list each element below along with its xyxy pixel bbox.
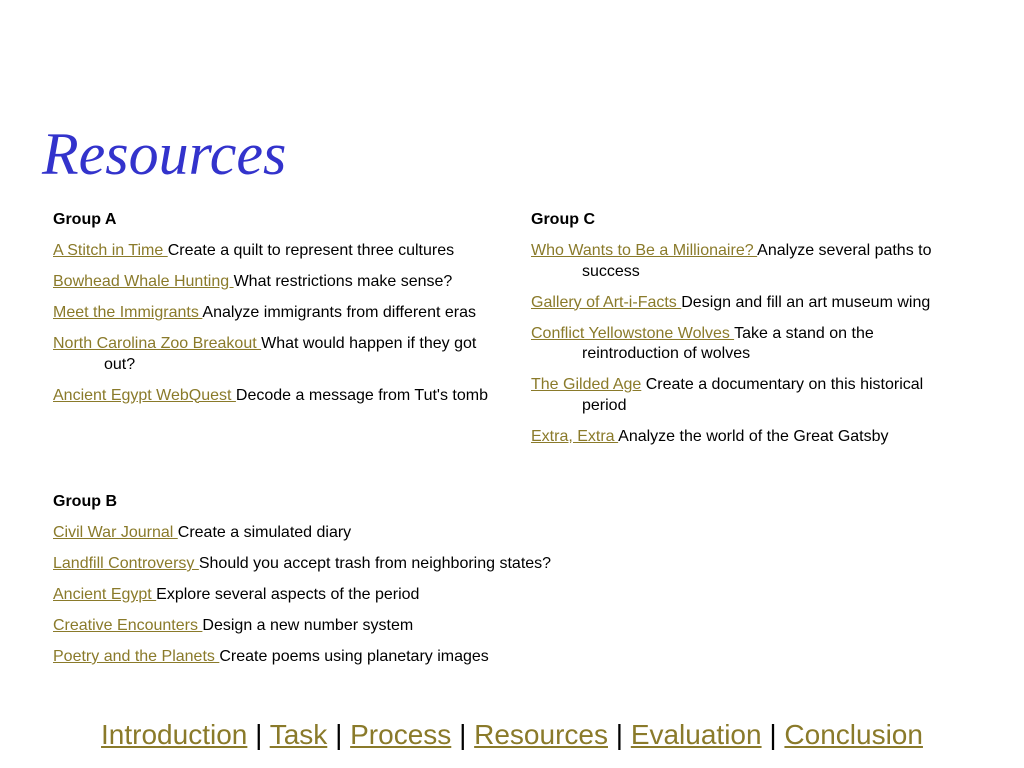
resource-link-meet-the-immigrants[interactable]: Meet the Immigrants (53, 304, 203, 321)
resource-entry (531, 427, 971, 448)
resource-link-ancient-egypt[interactable]: Ancient Egypt (53, 586, 157, 603)
resource-entry (53, 585, 653, 606)
group-a-section (53, 210, 493, 417)
resource-entry (53, 554, 653, 575)
group-c-section (531, 210, 971, 458)
resource-link-civil-war-journal[interactable]: Civil War Journal (53, 524, 178, 541)
resource-link-extra-extra[interactable]: Extra, Extra (531, 427, 619, 445)
resource-description: Create a documentary on this historical period (582, 376, 924, 414)
group-b-section (53, 492, 653, 678)
resource-entry (53, 647, 653, 668)
resource-description: What restrictions make sense? (233, 273, 453, 290)
resource-entry (53, 523, 653, 544)
resource-description: Analyze immigrants from different eras (202, 304, 476, 321)
resource-description: Analyze several paths to success (582, 242, 932, 280)
nav-link-process[interactable]: Process (350, 719, 452, 750)
resource-entry (531, 324, 971, 365)
resource-link-a-stitch-in-time[interactable]: A Stitch in Time (53, 242, 168, 259)
resource-description: Explore several aspects of the period (156, 586, 420, 603)
resource-entry (531, 293, 971, 314)
resource-entry (53, 334, 493, 375)
nav-separator: | (615, 719, 624, 750)
resource-link-gallery-of-art-i-facts[interactable]: Gallery of Art-i-Facts (531, 293, 682, 311)
resource-link-who-wants-to-be-a-millionaire[interactable]: Who Wants to Be a Millionaire? (531, 242, 758, 259)
resource-link-the-gilded-age[interactable]: The Gilded Age (531, 376, 642, 393)
group-heading: Group A (53, 211, 117, 228)
resource-link-creative-encounters[interactable]: Creative Encounters (53, 617, 203, 634)
nav-link-introduction[interactable]: Introduction (101, 719, 248, 750)
bottom-navigation (0, 716, 1024, 754)
resource-description: Create a simulated diary (177, 524, 352, 541)
resource-link-north-carolina-zoo-breakout[interactable]: North Carolina Zoo Breakout (53, 335, 262, 352)
resource-description: Take a stand on the reintroduction of wolves (582, 324, 874, 362)
resource-entry (53, 303, 493, 324)
nav-separator: | (335, 719, 343, 750)
group-heading: Group C (531, 211, 595, 228)
resource-description: Should you accept trash from neighboring states? (198, 555, 552, 572)
group-heading: Group B (53, 493, 117, 510)
resource-link-bowhead-whale-hunting[interactable]: Bowhead Whale Hunting (53, 273, 234, 290)
resource-link-conflict-yellowstone-wolves[interactable]: Conflict Yellowstone Wolves (531, 324, 735, 342)
resource-entry (53, 241, 493, 262)
resource-entry (53, 272, 493, 293)
resource-entry (531, 375, 971, 416)
nav-link-resources[interactable]: Resources (474, 719, 608, 750)
resource-description: Design and fill an art museum wing (681, 293, 931, 311)
resource-description: Decode a message from Tut's tomb (235, 386, 488, 404)
resource-description: Create poems using planetary images (219, 648, 489, 665)
resource-entry (53, 616, 653, 637)
resource-link-landfill-controversy[interactable]: Landfill Controversy (53, 555, 199, 572)
resource-entry (53, 386, 493, 407)
nav-separator: | (459, 719, 467, 750)
page-title: Resources (42, 121, 287, 187)
nav-link-task[interactable]: Task (269, 719, 328, 750)
resource-description: Create a quilt to represent three cultures (167, 242, 455, 259)
resource-link-poetry-and-the-planets[interactable]: Poetry and the Planets (53, 648, 220, 665)
nav-link-conclusion[interactable]: Conclusion (784, 719, 923, 750)
nav-separator: | (255, 719, 263, 750)
resource-description: What would happen if they got out? (104, 335, 477, 373)
resource-entry (531, 241, 971, 282)
resource-description: Design a new number system (202, 617, 414, 634)
nav-separator: | (769, 719, 777, 750)
resource-link-ancient-egypt-webquest[interactable]: Ancient Egypt WebQuest (53, 386, 236, 404)
nav-link-evaluation[interactable]: Evaluation (630, 719, 762, 750)
resource-description: Analyze the world of the Great Gatsby (618, 427, 889, 445)
